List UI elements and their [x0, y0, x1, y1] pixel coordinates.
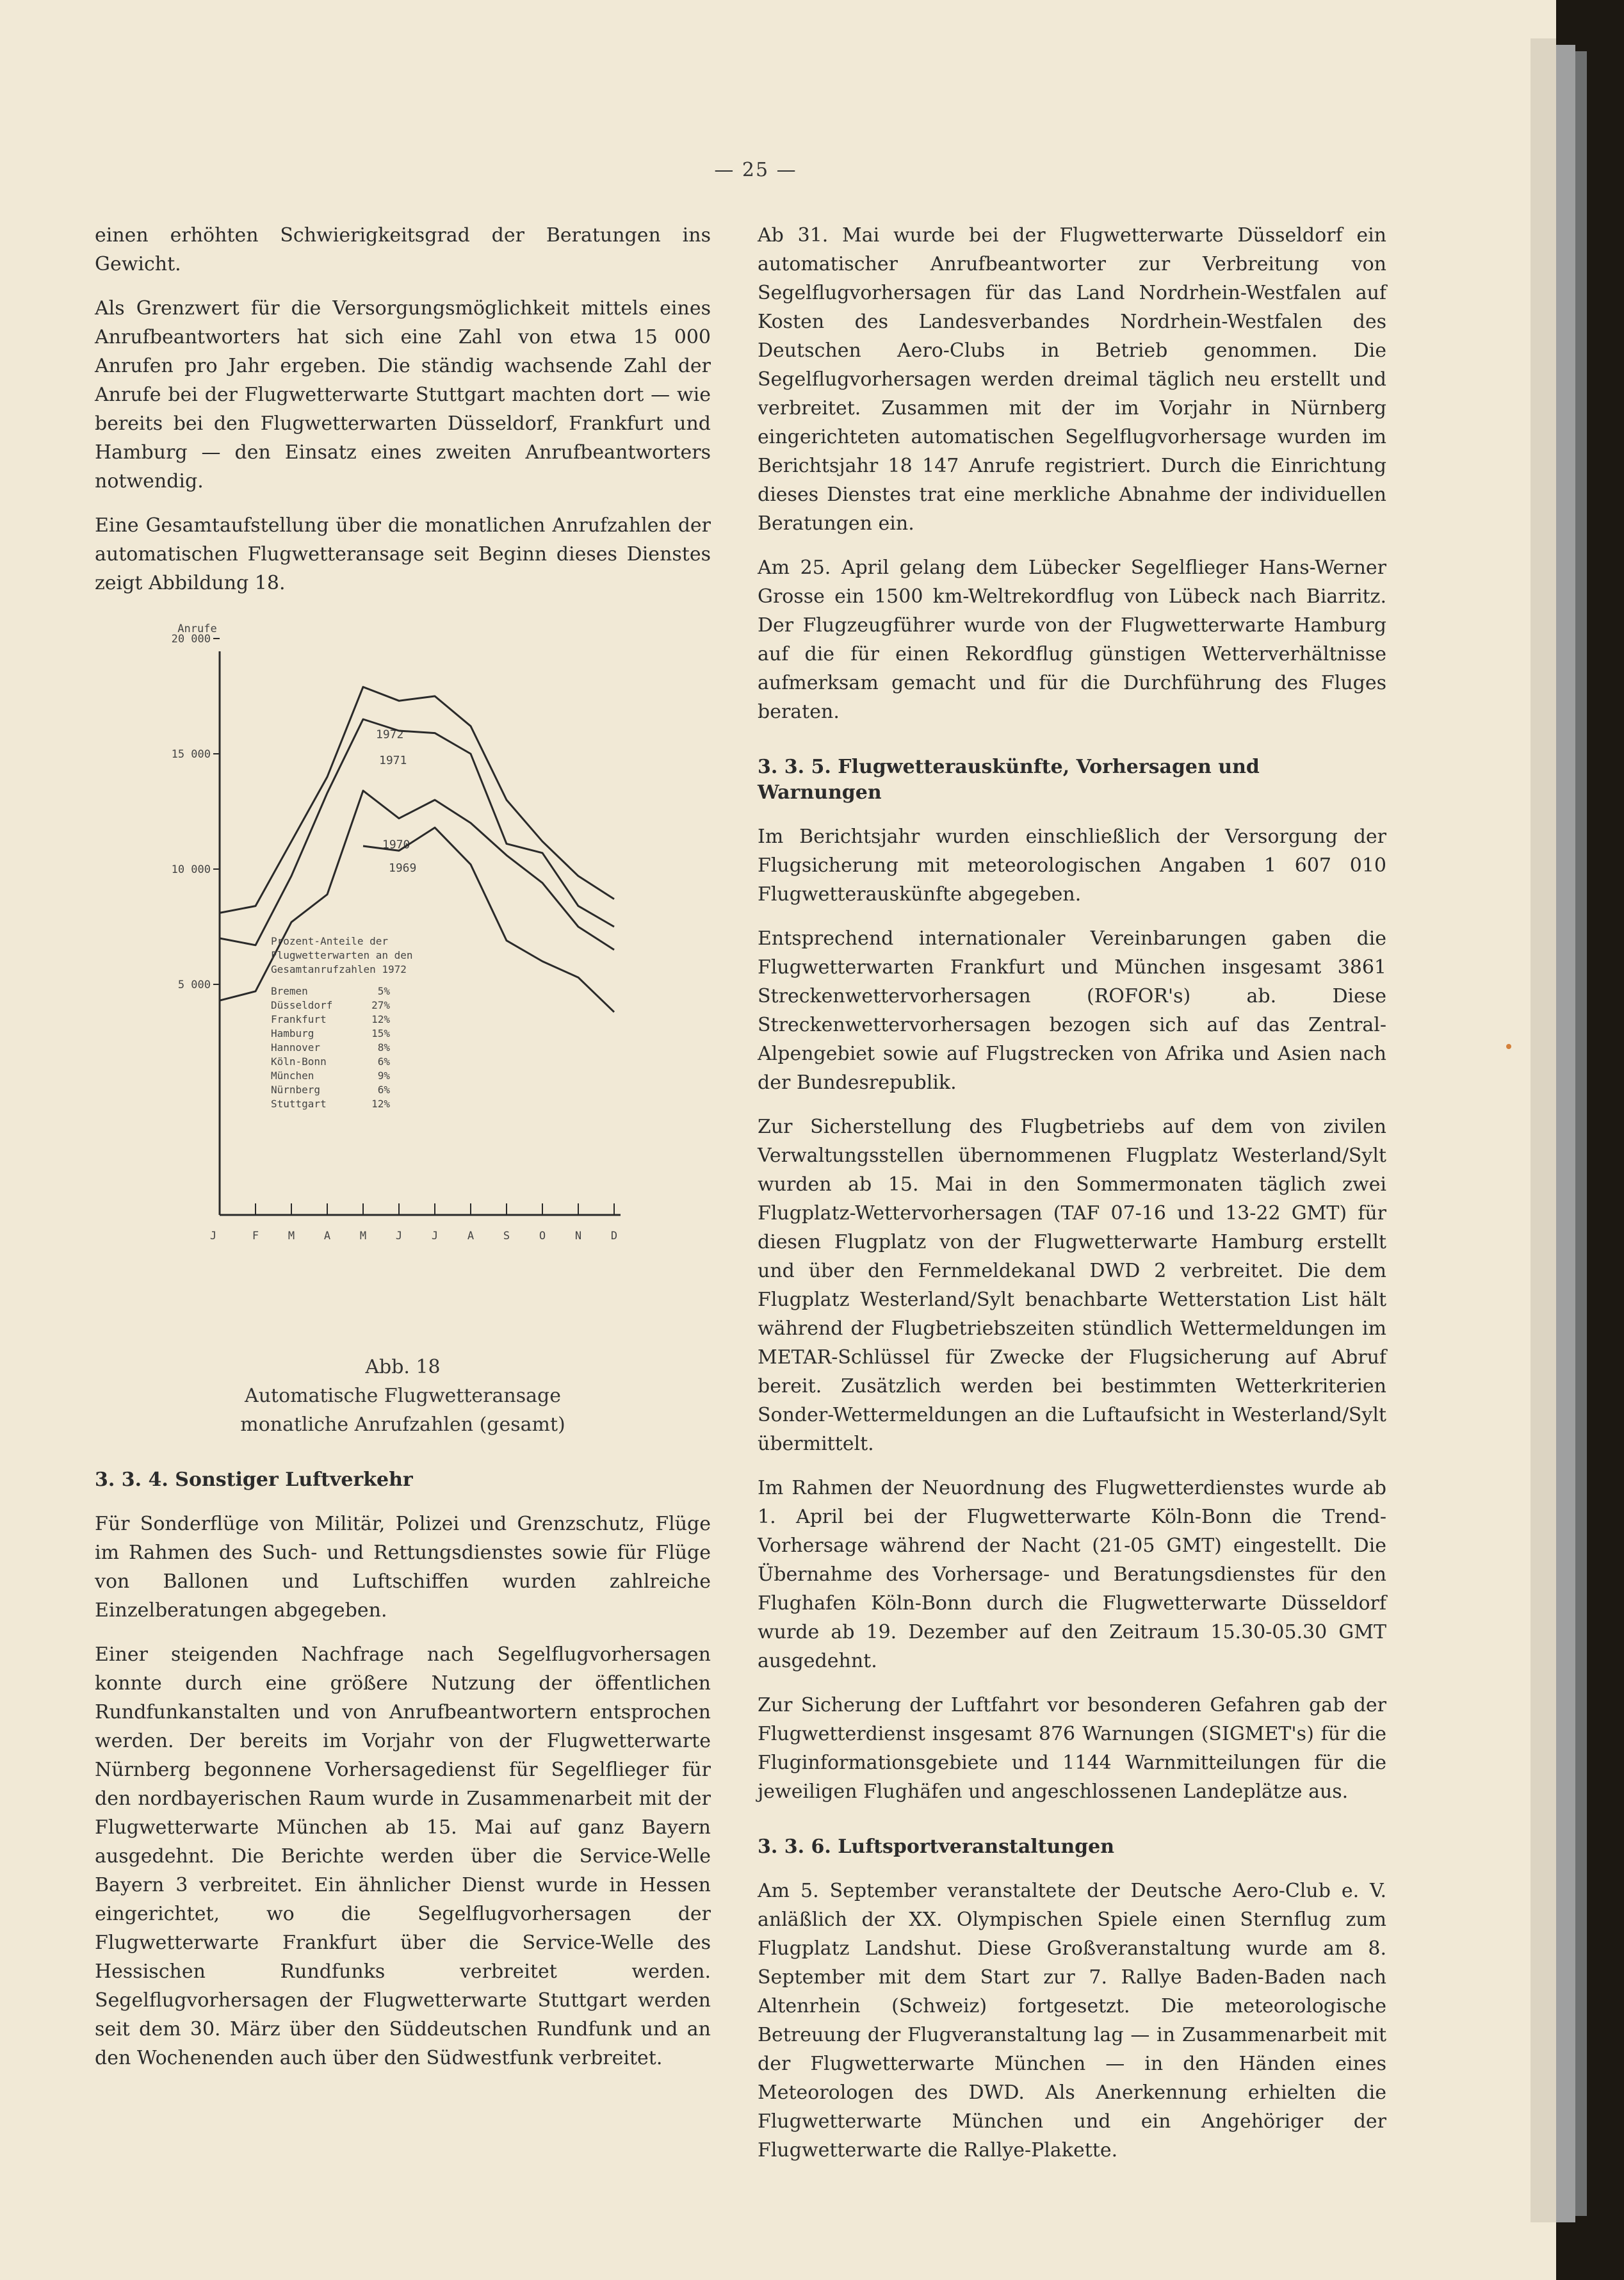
x-tick-label: F	[252, 1230, 259, 1242]
paragraph: Zur Sicherstellung des Flugbetriebs auf dem von zivilen Verwaltungsstellen übernommenen Flugplatz Westerland/Sylt wurden ab 15. Mai in den Sommermonaten täglich zwei Flugplatz-Wettervorhersagen (TAF 07-16 und 13-22 GMT) für diesen Flugplatz von der Flugwetterwarte Hamburg erstellt und über den Fernmeldekanal DWD 2 verbreitet. Die dem Flugplatz Westerland/Sylt benachbarte Wetterstation List hält während der Flugbetriebszeiten stündlich Wettermeldungen im METAR-Schlüssel für Zwecke der Flugsicherung auf Abruf bereit. Zusätzlich werden bei bestimmten Wetterkriterien Sonder-Wettermeldungen an die Luftaufsicht in Westerland/Sylt übermittelt.	[758, 1116, 1386, 1455]
series-label: 1971	[379, 754, 407, 767]
page-speck	[1506, 1044, 1511, 1049]
line-chart	[95, 613, 711, 1353]
legend-percent: 27%	[371, 999, 390, 1011]
x-tick-label: N	[574, 1230, 582, 1242]
caption-subtitle: monatliche Anrufzahlen (gesamt)	[240, 1413, 565, 1436]
page-edge	[1575, 51, 1587, 2216]
legend-station: Nürnberg	[271, 1084, 321, 1096]
x-tick-label: A	[323, 1230, 331, 1242]
caption-number: Abb. 18	[365, 1356, 441, 1378]
x-tick-label: A	[467, 1230, 475, 1242]
legend-percent: 6%	[377, 1084, 390, 1096]
y-tick-label: 10 000	[171, 863, 211, 876]
paragraph: Eine Gesamtaufstellung über die monatlichen Anrufzahlen der automatischen Flugwetteransage seit Beginn dieses Dienstes zeigt Abbildung 18.	[95, 514, 711, 594]
legend-title: Prozent-Anteile der	[271, 935, 389, 947]
series-line-1972	[220, 687, 614, 913]
legend-percent: 9%	[377, 1070, 390, 1082]
legend-percent: 6%	[377, 1055, 390, 1068]
paragraph: Einer steigenden Nachfrage nach Segelflugvorhersagen konnte durch eine größere Nutzung der öffentlichen Rundfunkanstalten und von Anrufbeantwortern entsprochen werden. Der bereits im Vorjahr von der Flugwetterwarte Nürnberg begonnene Vorhersagedienst für Segelflieger für den nordbayerischen Raum wurde in Zusammenarbeit mit der Flugwetterwarte München ab 15. Mai auf ganz Bayern ausgedehnt. Die Berichte werden über die Service-Welle Bayern 3 verbreitet. Ein ähnlicher Dienst wurde in Hessen eingerichtet, wo die Segelflugvorhersagen der Flugwetterwarte Frankfurt über die Service-Welle des Hessischen Rundfunks verbreitet werden. Segelflugvorhersagen der Flugwetterwarte Stuttgart werden seit dem 30. März über den Süddeutschen Rundfunk und an den Wochenenden auch über den Südwestfunk verbreitet.	[95, 1643, 711, 2069]
paragraph: Entsprechend internationaler Vereinbarungen gaben die Flugwetterwarten Frankfurt und München insgesamt 3861 Streckenwettervorhersagen (ROFOR's) ab. Diese Streckenwettervorhersagen bezogen sich auf das Zentral-Alpengebiet sowie auf Flugstrecken von Afrika und Asien nach der Bundesrepublik.	[758, 927, 1386, 1094]
page-number: — 25 —	[714, 159, 797, 181]
series-line-1969	[363, 827, 614, 1012]
x-tick-label: D	[610, 1230, 618, 1242]
y-tick-label: 15 000	[171, 748, 211, 761]
paragraph: Für Sonderflüge von Militär, Polizei und Grenzschutz, Flüge im Rahmen des Such- und Rettungsdienstes sowie für Flüge von Ballonen und Luftschiffen wurden zahlreiche Einzelberatungen abgegeben.	[95, 1513, 711, 1622]
page-edge	[1531, 38, 1556, 2222]
legend-station: Bremen	[271, 985, 308, 997]
y-tick-label: 20 000	[171, 633, 211, 646]
x-tick-label: J	[431, 1230, 439, 1242]
x-tick-label: J	[209, 1230, 217, 1242]
legend-percent: 8%	[377, 1041, 390, 1054]
page-edge	[1556, 45, 1575, 2222]
y-tick-label: 5 000	[177, 979, 211, 991]
left-column	[95, 221, 711, 2072]
x-tick-label: M	[288, 1230, 295, 1242]
series-label: 1970	[382, 838, 410, 852]
x-tick-label: J	[395, 1230, 403, 1242]
legend-station: Stuttgart	[271, 1098, 327, 1110]
series-label: 1969	[389, 861, 417, 875]
series-label: 1972	[376, 728, 404, 742]
y-axis-label: Anrufe	[177, 623, 217, 635]
series-line-1971	[220, 719, 614, 945]
legend-station: Düsseldorf	[271, 999, 333, 1011]
paragraph: Am 5. September veranstaltete der Deutsche Aero-Club e. V. anläßlich der XX. Olympischen Spiele einen Sternflug zum Flugplatz Landshut. Diese Großveranstaltung wurde am 8. September mit dem Start zur 7. Rallye Baden-Baden nach Altenrhein (Schweiz) fortgesetzt. Die meteorologische Betreuung der Flugveranstaltung lag — in Zusammenarbeit mit der Flugwetterwarte München — in den Händen eines Meteorologen des DWD. Als Anerkennung erhielten die Flugwetterwarte München und ein Angehöriger der Flugwetterwarte die Rallye-Plakette.	[758, 1880, 1386, 2162]
paragraph: Zur Sicherung der Luftfahrt vor besonderen Gefahren gab der Flugwetterdienst insgesamt 876 Warnungen (SIGMET's) für die Fluginformationsgebiete und 1144 Warnmitteilungen für die jeweiligen Flughäfen und angeschlossenen Landeplätze aus.	[758, 1694, 1386, 1803]
legend-percent: 12%	[371, 1098, 390, 1110]
legend-station: Hannover	[271, 1041, 321, 1054]
x-tick-label: O	[539, 1230, 546, 1242]
paragraph: Am 25. April gelang dem Lübecker Segelflieger Hans-Werner Grosse ein 1500 km-Weltrekordflug von Lübeck nach Biarritz. Der Flugzeugführer wurde von der Flugwetterwarte Hamburg auf die für einen Rekordflug günstigen Wetterverhältnisse aufmerksam gemacht und für die Durchführung des Fluges beraten.	[758, 557, 1386, 723]
legend-percent: 5%	[377, 985, 390, 997]
x-tick-label: M	[359, 1230, 367, 1242]
legend-station: Frankfurt	[271, 1013, 327, 1025]
right-column	[758, 221, 1386, 2165]
paragraph: Im Berichtsjahr wurden einschließlich der Versorgung der Flugsicherung mit meteorologischen Angaben 1 607 010 Flugwetterauskünfte abgegeben.	[758, 826, 1386, 906]
x-tick-label: S	[503, 1230, 510, 1242]
legend-percent: 12%	[371, 1013, 390, 1025]
paragraph: einen erhöhten Schwierigkeitsgrad der Beratungen ins Gewicht.	[95, 224, 711, 275]
paragraph: Als Grenzwert für die Versorgungsmöglichkeit mittels eines Anrufbeantworters hat sich eine Zahl von etwa 15 000 Anrufen pro Jahr ergeben. Die ständig wachsende Zahl der Anrufe bei der Flugwetterwarte Stuttgart machten dort — wie bereits bei den Flugwetterwarten Düsseldorf, Frankfurt und Hamburg — den Einsatz eines zweiten Anrufbeantworters notwendig.	[95, 297, 711, 493]
section-heading: 3. 3. 6. Luftsportveranstaltungen	[758, 1836, 1115, 1858]
legend-station: München	[271, 1070, 314, 1082]
section-heading: 3. 3. 4. Sonstiger Luftverkehr	[95, 1469, 413, 1491]
caption-title: Automatische Flugwetteransage	[245, 1385, 561, 1407]
legend-station: Köln-Bonn	[271, 1055, 327, 1068]
paragraph: Im Rahmen der Neuordnung des Flugwetterdienstes wurde ab 1. April bei der Flugwetterwarte Köln-Bonn die Trend-Vorhersage während der Nacht (21-05 GMT) eingestellt. Die Übernahme des Vorhersage- und Beratungsdienstes für den Flughafen Köln-Bonn durch die Flugwetterwarte Düsseldorf wurde ab 19. Dezember auf den Zeitraum 15.30-05.30 GMT ausgedehnt.	[758, 1477, 1386, 1672]
figure-caption	[95, 1353, 711, 1439]
figure-18	[95, 613, 711, 1353]
legend-station: Hamburg	[271, 1027, 314, 1039]
legend-title: Gesamtanrufzahlen 1972	[271, 963, 407, 975]
legend-title: Flugwetterwarten an den	[271, 949, 413, 961]
paragraph: Ab 31. Mai wurde bei der Flugwetterwarte Düsseldorf ein automatischer Anrufbeantworter zur Verbreitung von Segelflugvorhersagen für das Land Nordrhein-Westfalen auf Kosten des Landesverbandes Nordrhein-Westfalen des Deutschen Aero-Clubs in Betrieb genommen. Die Segelflugvorhersagen werden dreimal täglich neu erstellt und verbreitet. Zusammen mit der im Vorjahr in Nürnberg eingerichteten automatischen Segelflugvorhersage wurden im Berichtsjahr 18 147 Anrufe registriert. Durch die Einrichtung dieses Dienstes trat eine merkliche Abnahme der individuellen Beratungen ein.	[758, 224, 1386, 535]
section-heading: 3. 3. 5. Flugwetterauskünfte, Vorhersagen und Warnungen	[758, 756, 1260, 804]
legend-percent: 15%	[371, 1027, 390, 1039]
